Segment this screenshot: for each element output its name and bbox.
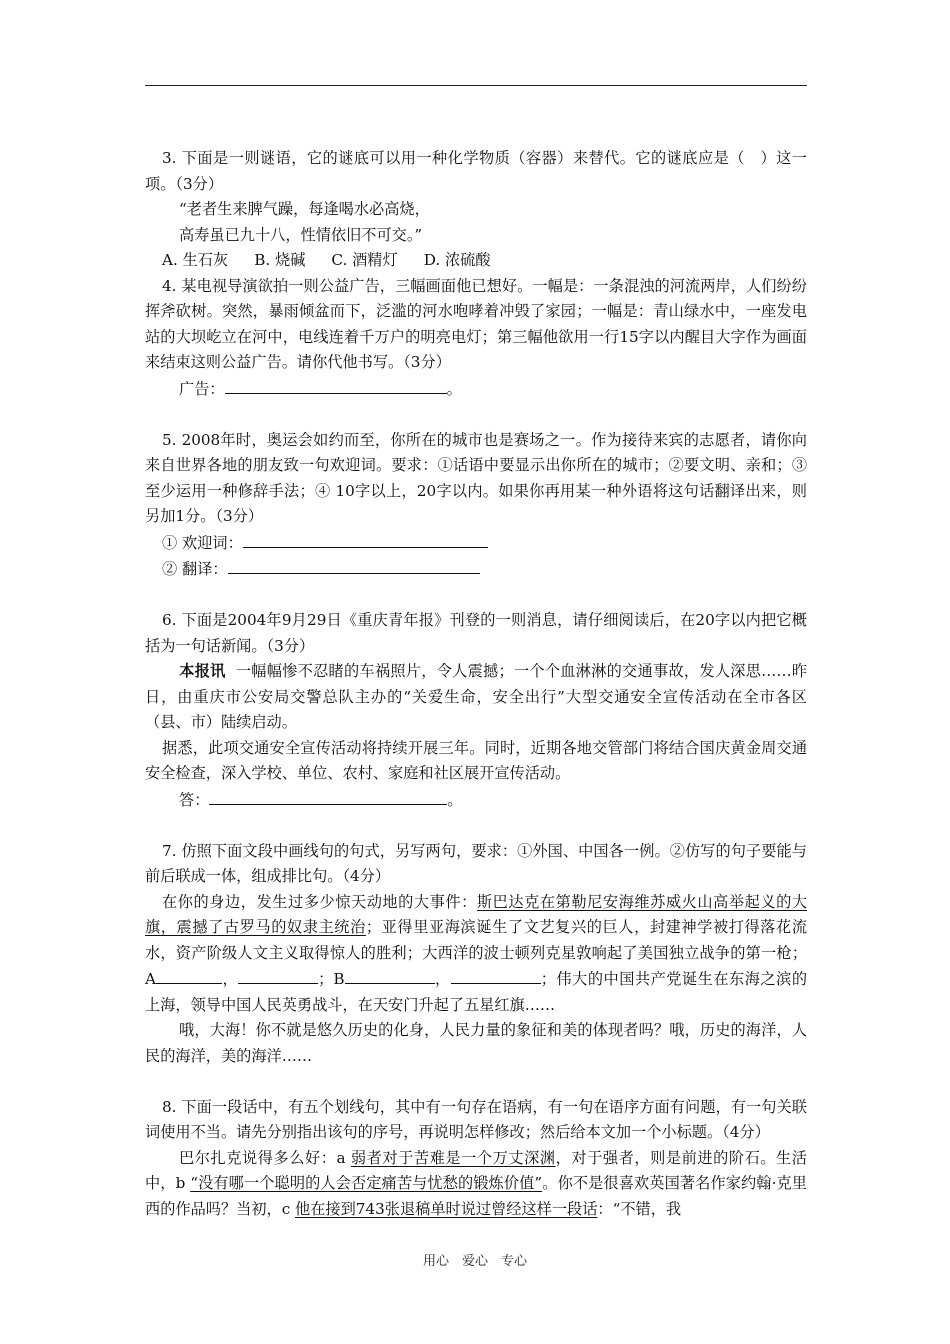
page-footer: 用心 爱心 专心 [422,1254,527,1269]
q7-p1-text-a: 在你的身边，发生过多少惊天动地的大事件： [162,892,477,911]
q8-underlined-a: 弱者对于苦难是一个万丈深渊 [350,1148,556,1167]
q8-text-a: 巴尔扎克说得多么好：a [179,1148,351,1167]
q3-poem-line2: 高寿虽已九十八，性情依旧不可交。” [179,225,423,244]
q4-answer-line [145,376,807,403]
q7-stem: 7. 仿照下面文段中画线句的句式，另写两句，要求：①外国、中国各一例。②仿写的句子要能与前后联成一体，组成排比句。（4分） [145,841,807,885]
q7-p1-text-d: ；B [318,970,345,988]
q5-translate-line [145,556,807,583]
q4-answer-label: 广告： [179,379,225,398]
q7-passage-p1 [145,890,807,1019]
q7-p1-text-b: ；亚得里亚海滨诞生了文艺复兴的巨人，封建神学被打得落花流水，资产阶级人文主义取得惊人的胜利；大西洋的波士顿列克星敦响起了美国独立战争的第一枪；A [145,918,808,988]
q8-underlined-b: “没有哪一个聪明的人会否定痛苦与忧愁的锻炼价值” [190,1174,543,1192]
q6-news-lead: 本报讯 [179,662,226,680]
q5-translate-blank[interactable] [228,556,480,574]
q3-option-b: B. 烧碱 [254,251,306,269]
q7-p1-text-e: ， [434,970,451,988]
header-rule [145,85,807,86]
q6-answer-label: 答： [179,790,210,809]
q6-answer-blank[interactable] [209,787,447,805]
q3-options [145,248,807,274]
q7-blank-b1[interactable] [345,966,435,984]
q7-blank-a1[interactable] [156,966,222,984]
q7-p1-text-c: ， [221,970,239,988]
q7-underlined-sentence: 斯巴达克在第勒尼安海维苏威火山高举起义的大旗，震撼了古罗马的奴隶主统治 [145,892,808,936]
q8-text-c: 。你不是很喜欢英国著名作家约翰·克里西的作品吗？当初，c [145,1174,807,1218]
q6-answer-end: 。 [447,790,463,809]
q3-option-d: D. 浓硫酸 [423,251,491,269]
q8-passage [145,1146,807,1223]
q6-news-p1 [145,659,807,736]
document-body [145,146,807,1222]
q7-blank-a2[interactable] [238,966,318,984]
q8-text-d: ：“不错，我 [597,1199,682,1218]
q5-welcome-blank[interactable] [243,530,488,548]
q6-news-p2: 据悉，此项交通安全宣传活动将持续开展三年。同时，近期各地交管部门将结合国庆黄金周交通安全检查，深入学校、单位、农村、家庭和社区展开宣传活动。 [145,738,807,782]
q6-news-p1-text: 一幅幅惨不忍睹的车祸照片，令人震撼；一个个血淋淋的交通事故，发人深思……昨日，由重庆市公安局交警总队主办的“关爱生命，安全出行”大型交通安全宣传活动在全市各区（县、市）陆续启动。 [145,662,808,731]
q5-stem: 5. 2008年时，奥运会如约而至，你所在的城市也是赛场之一。作为接待来宾的志愿者，请你向来自世界各地的朋友致一句欢迎词。要求：①话语中要显示出你所在的城市；②要文明、亲和；③至少运用一种修辞手法；④ 10字以上，20字以内。如果你再用某一种外语将这句话翻译出来，则另加1分。（3分） [145,430,807,525]
q6-stem: 6. 下面是2004年9月29日《重庆青年报》刊登的一则消息，请仔细阅读后，在20字以内把它概括为一句话新闻。（3分） [145,611,807,655]
q3-option-c: C. 酒精灯 [331,251,398,269]
q7-blank-b2[interactable] [451,966,541,984]
q5-welcome-line [145,530,807,557]
q3-option-a: A. 生石灰 [162,251,229,269]
q7-p1-text-f: ；伟大的中国共产党诞生在东海之滨的上海，领导中国人民英勇战斗，在天安门升起了五星红旗…… [145,970,808,1014]
q8-stem: 8. 下面一段话中，有五个划线句，其中有一句存在语病，有一句在语序方面有问题，有一句关联词使用不当。请先分别指出该句的序号，再说明怎样修改；然后给本文加一个小标题。（4分） [145,1097,807,1141]
q3-stem: 3. 下面是一则谜语，它的谜底可以用一种化学物质（容器）来替代。它的谜底应是（ ）这一项。（3分） [145,149,807,193]
q4-stem: 4. 某电视导演欲拍一则公益广告，三幅画面他已想好。一幅是：一条混浊的河流两岸，人们纷纷挥斧砍树。突然，暴雨倾盆而下，泛滥的河水咆哮着冲毁了家园；一幅是：青山绿水中，一座发电站的大坝屹立在河中，电线连着千万户的明亮电灯；第三幅他欲用一行15字以内醒目大字作为画面来结束这则公益广告。请你代他书写。（3分） [145,276,807,371]
q8-underlined-c: 他在接到743张退稿单时说过曾经这样一段话 [295,1199,598,1218]
q5-welcome-label: ① 欢迎词： [162,533,243,552]
q4-answer-blank[interactable] [225,376,447,394]
q6-answer-line [145,787,807,814]
q7-passage-p2: 哦，大海！你不就是悠久历史的化身，人民力量的象征和美的体现者吗？哦，历史的海洋，人民的海洋，美的海洋…… [145,1021,807,1065]
q5-translate-label: ② 翻译： [162,560,228,578]
q8-text-b: ，对于强者，则是前进的阶石。生活中，b [145,1148,807,1192]
q3-poem-line1: “老者生来脾气躁，每逢喝水必高烧， [179,200,430,218]
q4-answer-end: 。 [446,379,462,398]
